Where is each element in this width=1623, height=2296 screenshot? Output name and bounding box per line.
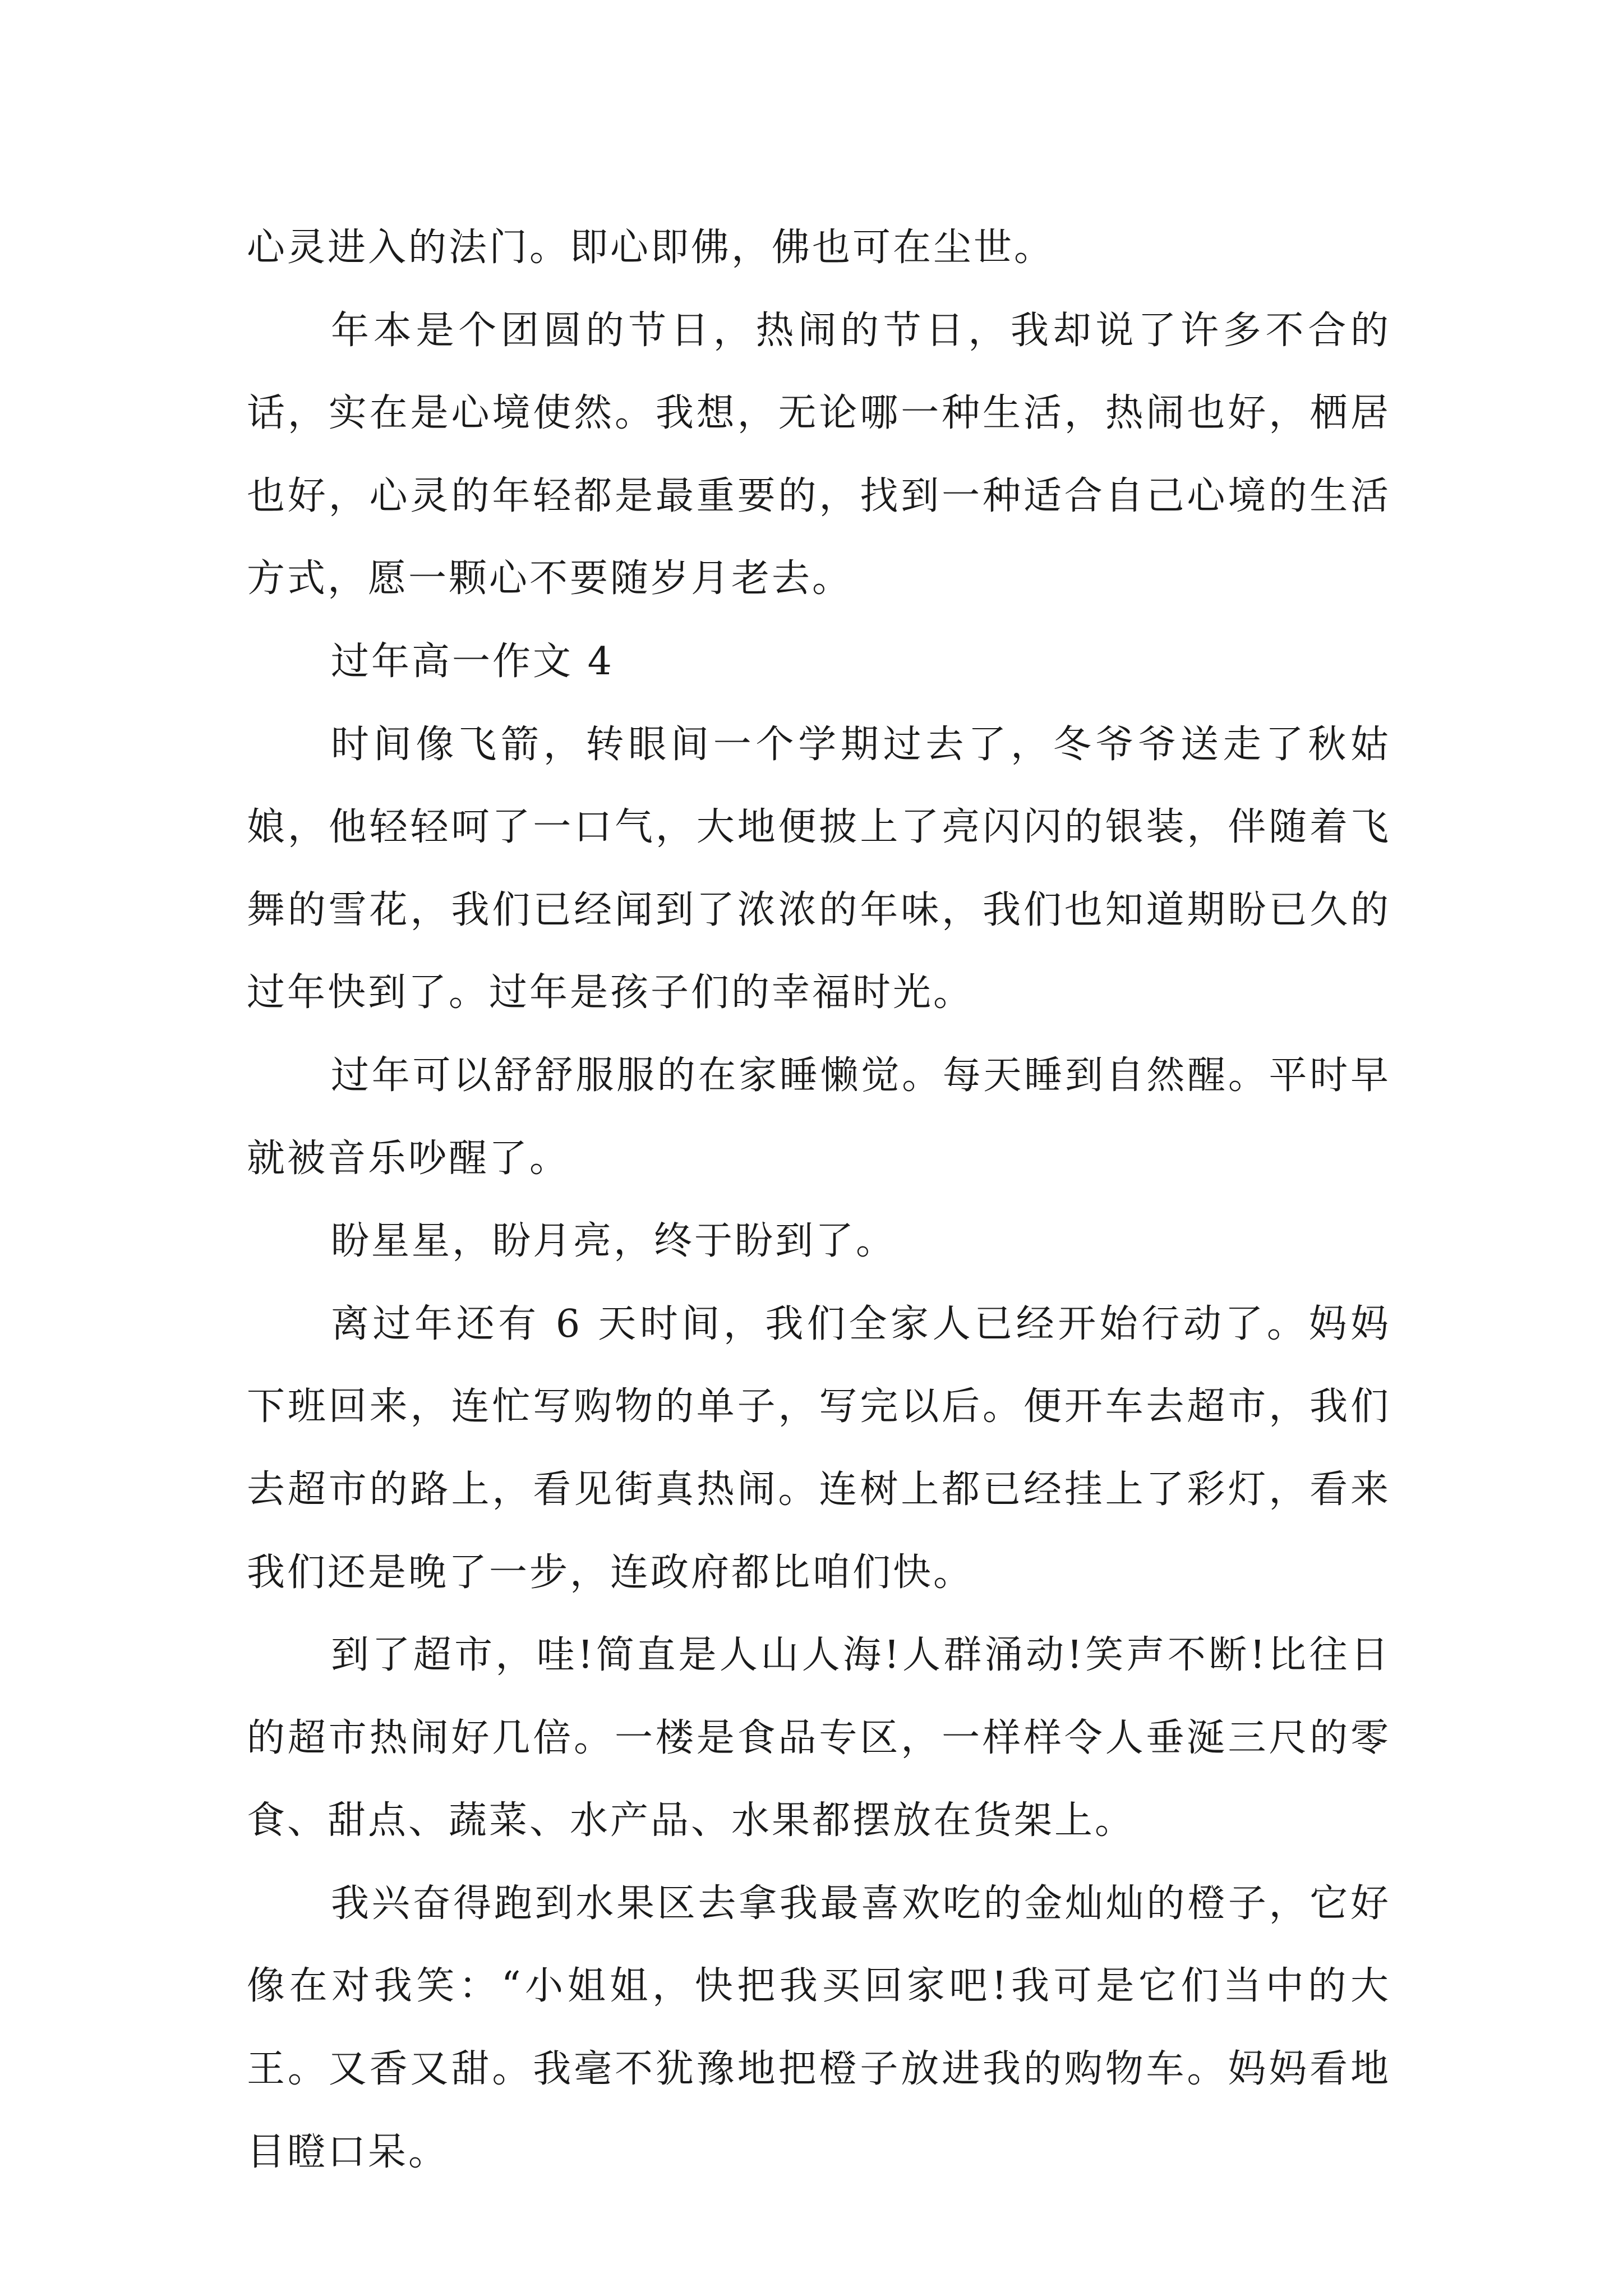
paragraph-5: 过年可以舒舒服服的在家睡懒觉。每天睡到自然醒。平时早就被音乐吵醒了。 [247, 1053, 1391, 1181]
paragraph-6: 盼星星，盼月亮，终于盼到了。 [331, 1219, 897, 1264]
paragraph-2: 年本是个团圆的节日，热闹的节日，我却说了许多不合的话，实在是心境使然。我想，无论哪一种生活，热闹也好，栖居也好，心灵的年轻都是最重要的，找到一种适合自己心境的生活方式，愿一颗心不要随岁月老去。 [247, 308, 1391, 601]
paragraph-7: 离过年还有 6 天时间，我们全家人已经开始行动了。妈妈下班回来，连忙写购物的单子，写完以后。便开车去超市，我们去超市的路上，看见街真热闹。连树上都已经挂上了彩灯，看来我们还是晚了一步，连政府都比咱们快。 [247, 1301, 1391, 1595]
paragraph-9: 我兴奋得跑到水果区去拿我最喜欢吃的金灿灿的橙子，它好像在对我笑：“小姐姐，快把我买回家吧!我可是它们当中的大王。又香又甜。我毫不犹豫地把橙子放进我的购物车。妈妈看地目瞪口呆。 [247, 1881, 1391, 2174]
document-body [247, 206, 1391, 2193]
paragraph-8: 到了超市，哇!简直是人山人海!人群涌动!笑声不断!比往日的超市热闹好几倍。一楼是食品专区，一样样令人垂涎三尺的零食、甜点、蔬菜、水产品、水果都摆放在货架上。 [247, 1633, 1391, 1843]
paragraph-1: 心灵进入的法门。即心即佛，佛也可在尘世。 [247, 226, 1055, 270]
section-heading: 过年高一作文 4 [331, 639, 614, 684]
paragraph-4: 时间像飞箭，转眼间一个学期过去了，冬爷爷送走了秋姑娘，他轻轻呵了一口气，大地便披上了亮闪闪的银装，伴随着飞舞的雪花，我们已经闻到了浓浓的年味，我们也知道期盼已久的过年快到了。过年是孩子们的幸福时光。 [247, 722, 1391, 1015]
